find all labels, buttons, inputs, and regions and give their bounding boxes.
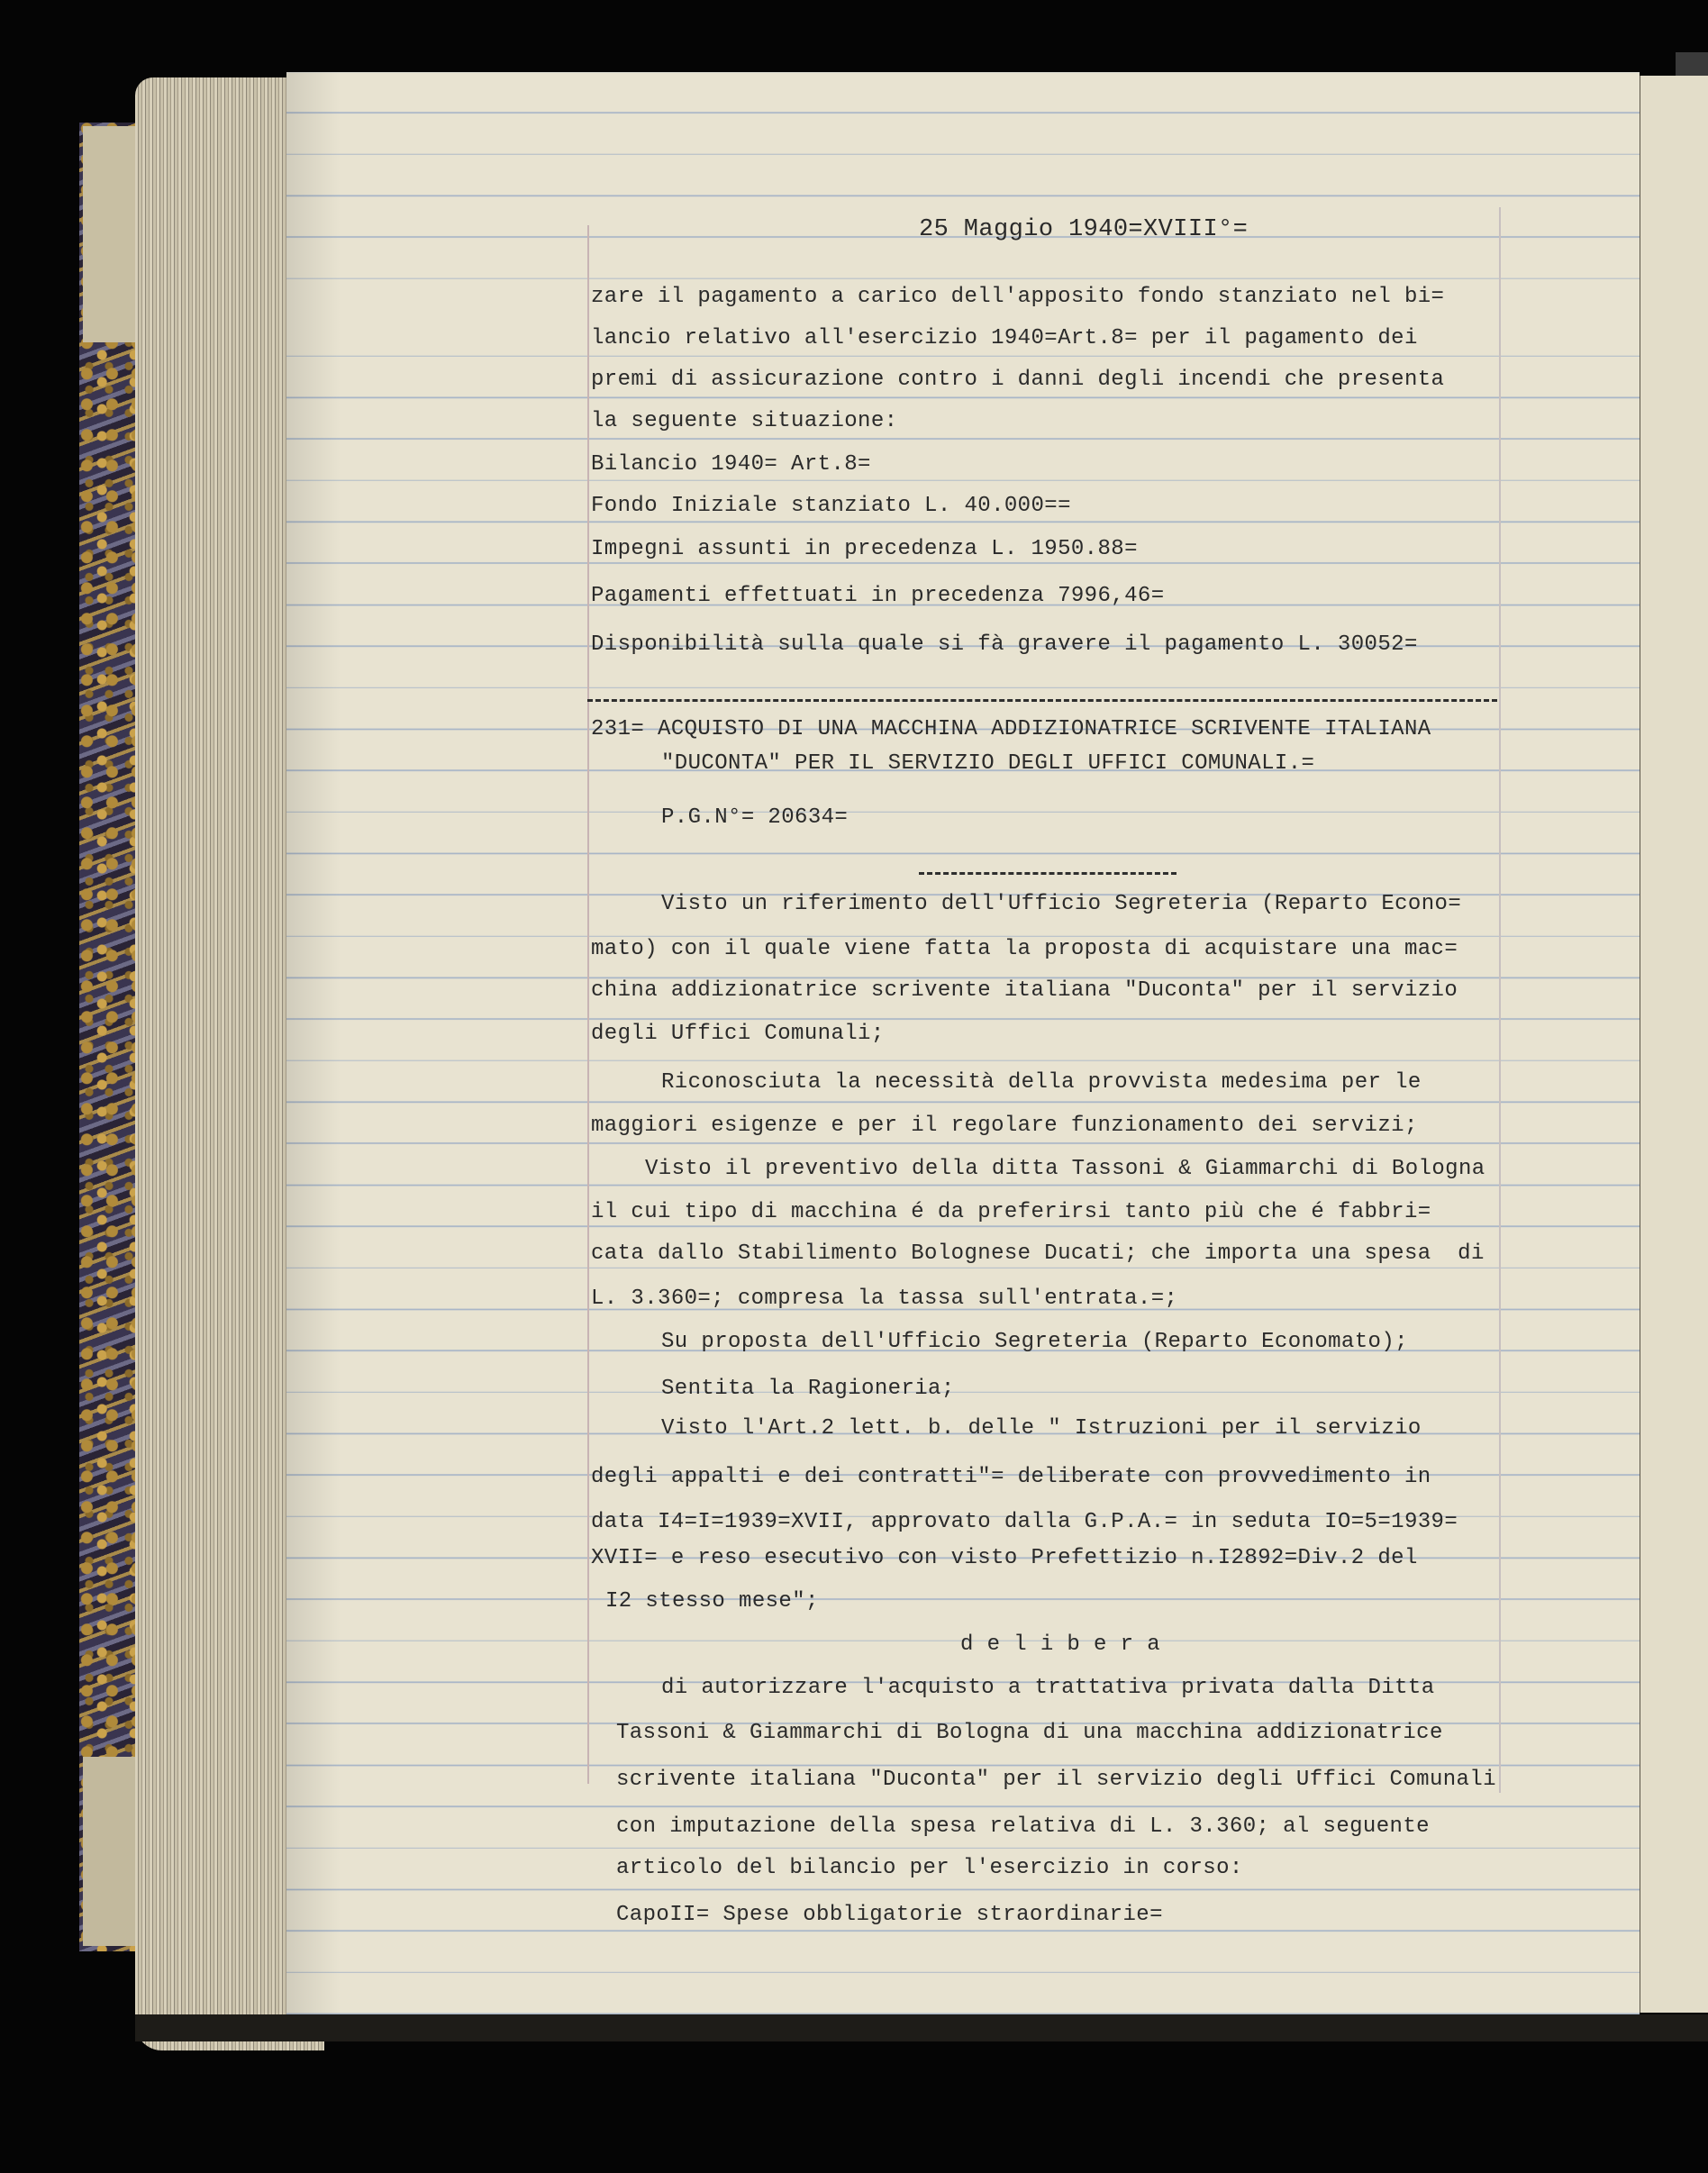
body-line: maggiori esigenze e per il regolare funzionamento dei servizi; <box>591 1114 1418 1138</box>
body-line: Su proposta dell'Ufficio Segreteria (Reparto Economato); <box>661 1330 1408 1354</box>
heading-underline <box>919 872 1177 875</box>
body-line: Riconosciuta la necessità della provvista medesima per le <box>661 1070 1422 1095</box>
text-line: zare il pagamento a carico dell'apposito fondo stanziato nel bi= <box>591 285 1445 309</box>
text-line: Fondo Iniziale stanziato L. 40.000== <box>591 494 1071 518</box>
decision-line: di autorizzare l'acquisto a trattativa privata dalla Ditta <box>661 1676 1435 1700</box>
body-line: degli appalti e dei contratti"= deliberate con provvedimento in <box>591 1465 1431 1489</box>
book-spine <box>79 123 142 1951</box>
body-line: I2 stesso mese"; <box>605 1589 819 1614</box>
text-line: la seguente situazione: <box>591 409 898 433</box>
page-date: 25 Maggio 1940=XVIII°= <box>919 216 1249 243</box>
bottom-shadow <box>135 2014 1708 2041</box>
decision-line: articolo del bilancio per l'esercizio in corso: <box>616 1856 1243 1880</box>
body-line: Visto un riferimento dell'Ufficio Segreteria (Reparto Econo= <box>661 892 1462 916</box>
body-line: Visto l'Art.2 lett. b. delle " Istruzioni per il servizio <box>661 1416 1422 1441</box>
decision-line: Tassoni & Giammarchi di Bologna di una macchina addizionatrice <box>616 1721 1443 1745</box>
protocol-number: P.G.N°= 20634= <box>661 805 849 830</box>
right-margin-rule <box>1499 207 1501 1793</box>
text-line: lancio relativo all'esercizio 1940=Art.8= per il pagamento dei <box>591 326 1418 350</box>
text-line: Impegni assunti in precedenza L. 1950.88= <box>591 537 1138 561</box>
left-margin-rule <box>587 225 589 1784</box>
text-line: Disponibilità sulla quale si fà gravere il pagamento L. 30052= <box>591 632 1418 657</box>
resolution-heading: "DUCONTA" PER IL SERVIZIO DEGLI UFFICI COMUNALI.= <box>661 751 1315 776</box>
decision-line: scrivente italiana "Duconta" per il servizio degli Uffici Comunali <box>616 1768 1496 1792</box>
body-line: mato) con il quale viene fatta la proposta di acquistare una mac= <box>591 937 1458 961</box>
text-line: Bilancio 1940= Art.8= <box>591 452 871 477</box>
body-line: data I4=I=1939=XVII, approvato dalla G.P.A.= in seduta IO=5=1939= <box>591 1510 1458 1534</box>
spine-cap-top <box>83 126 139 342</box>
body-line: cata dallo Stabilimento Bolognese Ducati; che importa una spesa di <box>591 1241 1485 1266</box>
decision-line: con imputazione della spesa relativa di L. 3.360; al seguente <box>616 1814 1430 1839</box>
body-line: il cui tipo di macchina é da preferirsi tanto più che é fabbri= <box>591 1200 1431 1224</box>
spine-cap-bottom <box>83 1757 139 1946</box>
resolution-heading: 231= ACQUISTO DI UNA MACCHINA ADDIZIONATRICE SCRIVENTE ITALIANA <box>591 717 1431 741</box>
text-line: Pagamenti effettuati in precedenza 7996,46= <box>591 584 1165 608</box>
body-line: Sentita la Ragioneria; <box>661 1377 955 1401</box>
body-line: XVII= e reso esecutivo con visto Prefettizio n.I2892=Div.2 del <box>591 1546 1418 1570</box>
body-line: degli Uffici Comunali; <box>591 1022 885 1046</box>
delibera-heading: d e l i b e r a <box>960 1632 1161 1657</box>
body-line: china addizionatrice scrivente italiana "Duconta" per il servizio <box>591 978 1458 1003</box>
text-line: premi di assicurazione contro i danni degli incendi che presenta <box>591 368 1445 392</box>
decision-line: CapoII= Spese obbligatorie straordinarie= <box>616 1903 1163 1927</box>
body-line: L. 3.360=; compresa la tassa sull'entrata.=; <box>591 1287 1178 1311</box>
section-separator <box>587 699 1497 702</box>
facing-page-edge <box>1638 76 1708 2013</box>
body-line: Visto il preventivo della ditta Tassoni & Giammarchi di Bologna <box>645 1157 1485 1181</box>
